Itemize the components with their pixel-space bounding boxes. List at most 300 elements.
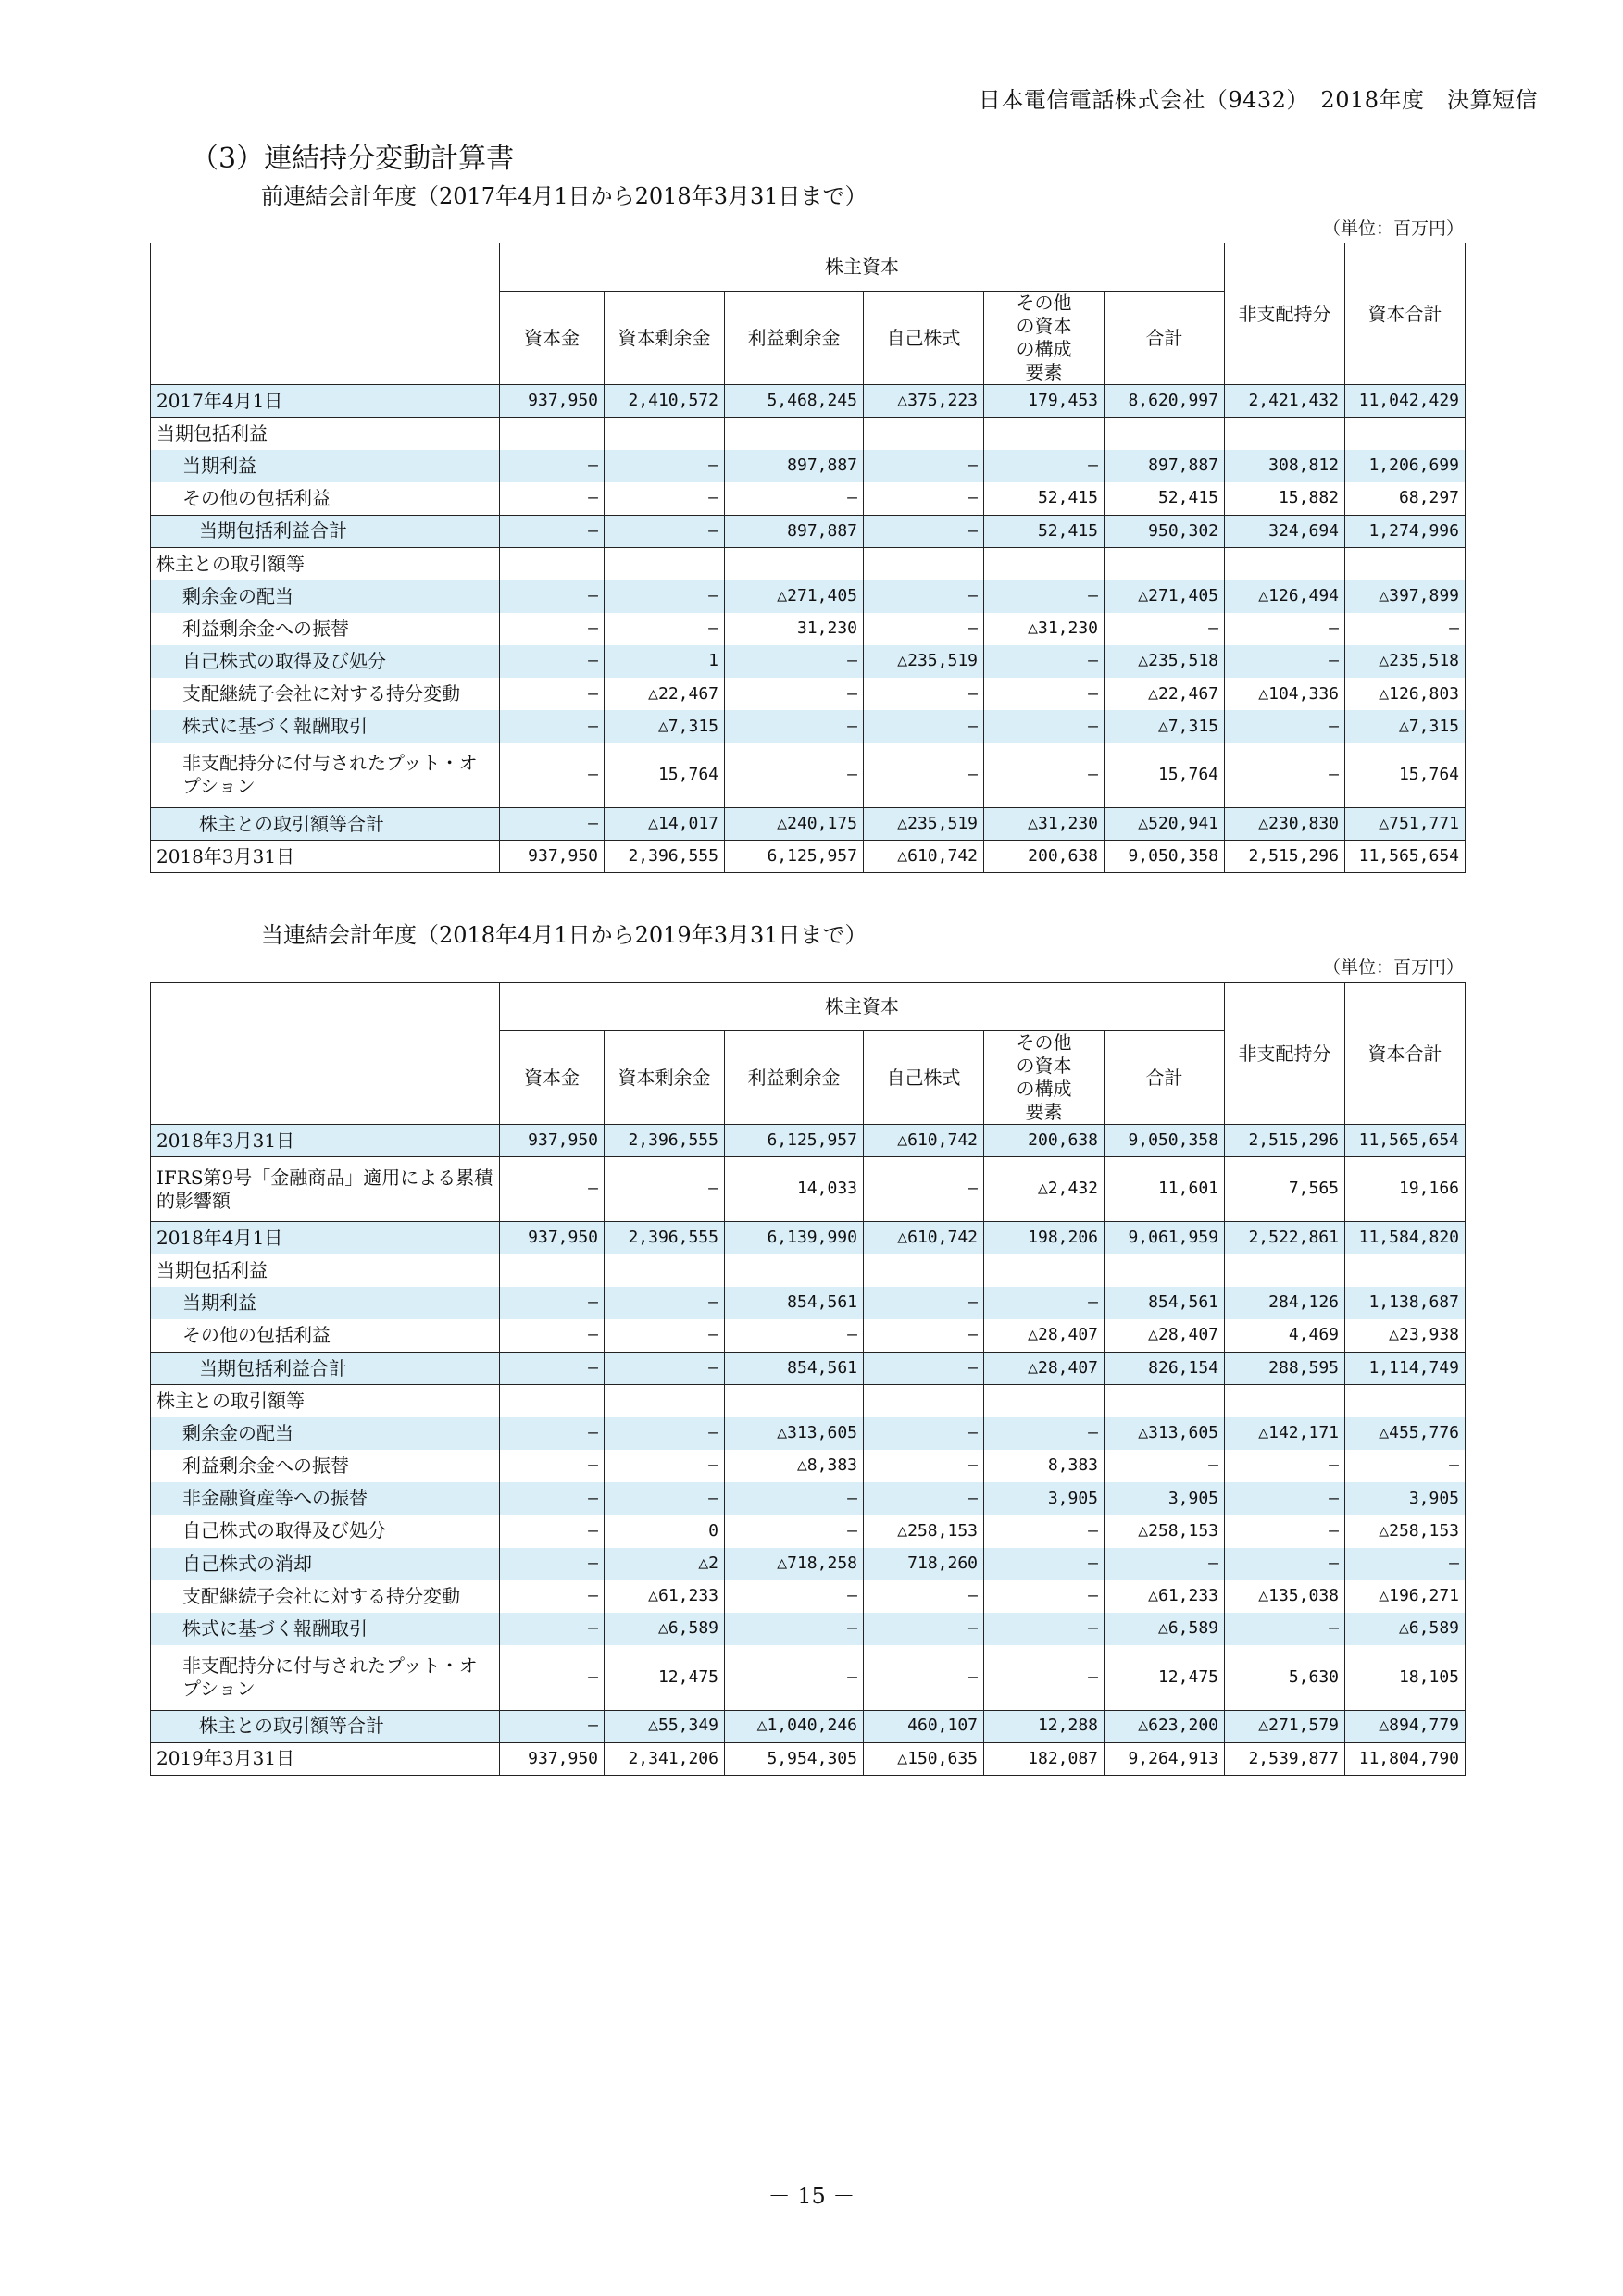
cell-nci: 288,595 [1225,1352,1345,1384]
period-title-prior-year: 前連結会計年度（2017年4月1日から2018年3月31日まで） [261,183,868,209]
cell-other-components: △28,407 [984,1352,1105,1384]
cell-other-components: — [984,678,1105,710]
table-row [151,1287,1466,1319]
cell-capital: 937,950 [500,1742,605,1775]
cell-subtotal: 950,302 [1105,515,1225,547]
row-label: 支配継続子会社に対する持分変動 [151,678,500,710]
cell-total-equity: 15,764 [1345,743,1466,808]
row-label: 2017年4月1日 [151,385,500,418]
cell-other-components: — [984,450,1105,482]
cell-other-components: △31,230 [984,613,1105,645]
header-capital: 資本金 [500,1031,605,1125]
row-label: 株式に基づく報酬取引 [151,1613,500,1645]
cell-total-equity: △6,589 [1345,1613,1466,1645]
cell-capital-surplus: △2 [605,1548,725,1580]
cell-treasury-stock: — [864,1450,984,1482]
cell-subtotal: 12,475 [1105,1645,1225,1710]
cell-total-equity: 68,297 [1345,482,1466,515]
cell-capital: — [500,1580,605,1613]
section-title: （3）連結持分変動計算書 [191,143,515,175]
cell-other-components: — [984,1645,1105,1710]
table-row [151,1319,1466,1352]
cell-total-equity: △23,938 [1345,1319,1466,1352]
header-shareholders-equity: 株主資本 [500,243,1225,292]
row-label: IFRS第9号「金融商品」適用による累積的影響額 [151,1157,500,1222]
cell-capital-surplus: △61,233 [605,1580,725,1613]
cell-subtotal: 9,264,913 [1105,1742,1225,1775]
cell-capital-surplus: △22,467 [605,678,725,710]
header-treasury-stock: 自己株式 [864,292,984,385]
cell-nci: 284,126 [1225,1287,1345,1319]
cell-treasury-stock: — [864,743,984,808]
table-row [151,1482,1466,1515]
cell-retained-earnings: 14,033 [725,1157,864,1222]
header-total-equity: 資本合計 [1345,983,1466,1125]
cell-nci: — [1225,710,1345,742]
row-label: 剰余金の配当 [151,580,500,613]
cell-nci [1225,418,1345,450]
cell-total-equity: 11,565,654 [1345,841,1466,873]
cell-capital-surplus: — [605,1157,725,1222]
cell-capital: — [500,645,605,678]
cell-retained-earnings: 854,561 [725,1287,864,1319]
cell-retained-earnings: — [725,1482,864,1515]
cell-capital: — [500,1482,605,1515]
cell-subtotal: 3,905 [1105,1482,1225,1515]
cell-other-components: 182,087 [984,1742,1105,1775]
cell-other-components: 52,415 [984,515,1105,547]
cell-total-equity: △7,315 [1345,710,1466,742]
cell-treasury-stock: — [864,1645,984,1710]
cell-subtotal: 52,415 [1105,482,1225,515]
cell-nci [1225,1385,1345,1417]
cell-treasury-stock: △258,153 [864,1515,984,1547]
cell-total-equity: △126,803 [1345,678,1466,710]
cell-total-equity: — [1345,613,1466,645]
cell-capital: 937,950 [500,1125,605,1157]
cell-retained-earnings: △1,040,246 [725,1710,864,1742]
cell-subtotal [1105,1254,1225,1287]
table-row [151,1710,1466,1742]
cell-retained-earnings: — [725,1515,864,1547]
row-label: 当期利益 [151,450,500,482]
row-label: 株主との取引額等 [151,1385,500,1417]
table-row [151,418,1466,450]
cell-subtotal: 9,050,358 [1105,1125,1225,1157]
cell-capital-surplus [605,418,725,450]
cell-retained-earnings: 6,139,990 [725,1222,864,1254]
cell-retained-earnings: △8,383 [725,1450,864,1482]
cell-other-components [984,1254,1105,1287]
header-total-equity: 資本合計 [1345,243,1466,385]
cell-retained-earnings: — [725,645,864,678]
cell-retained-earnings: 31,230 [725,613,864,645]
cell-treasury-stock: 460,107 [864,1710,984,1742]
cell-treasury-stock: — [864,450,984,482]
row-label: 支配継続子会社に対する持分変動 [151,1580,500,1613]
cell-total-equity: △751,771 [1345,808,1466,841]
row-label: 株主との取引額等合計 [151,1710,500,1742]
cell-subtotal: △258,153 [1105,1515,1225,1547]
cell-capital: — [500,450,605,482]
cell-nci: △135,038 [1225,1580,1345,1613]
header-capital-surplus: 資本剰余金 [605,1031,725,1125]
cell-retained-earnings: △718,258 [725,1548,864,1580]
row-label: 2018年3月31日 [151,841,500,873]
cell-treasury-stock: — [864,710,984,742]
table-row [151,1645,1466,1710]
cell-retained-earnings: 897,887 [725,515,864,547]
cell-retained-earnings: — [725,1319,864,1352]
cell-total-equity: △235,518 [1345,645,1466,678]
cell-subtotal: △7,315 [1105,710,1225,742]
cell-other-components: — [984,1287,1105,1319]
cell-total-equity: 1,114,749 [1345,1352,1466,1384]
cell-other-components: 198,206 [984,1222,1105,1254]
cell-nci: — [1225,1482,1345,1515]
header-blank [151,983,500,1125]
equity-statement-table-prior-year [150,243,1466,873]
table-row [151,1157,1466,1222]
header-subtotal: 合計 [1105,292,1225,385]
cell-other-components: 12,288 [984,1710,1105,1742]
cell-capital: — [500,1157,605,1222]
header-nci: 非支配持分 [1225,243,1345,385]
table-row [151,1450,1466,1482]
cell-other-components: 52,415 [984,482,1105,515]
cell-subtotal: △61,233 [1105,1580,1225,1613]
table-row [151,645,1466,678]
table-row [151,678,1466,710]
row-label: 株主との取引額等 [151,547,500,580]
cell-capital: — [500,482,605,515]
cell-subtotal [1105,547,1225,580]
cell-capital: — [500,1319,605,1352]
table-row [151,1352,1466,1384]
table-row [151,547,1466,580]
table-row [151,482,1466,515]
cell-treasury-stock: — [864,482,984,515]
cell-capital: — [500,1352,605,1384]
cell-nci: 4,469 [1225,1319,1345,1352]
cell-total-equity: 1,206,699 [1345,450,1466,482]
cell-capital: — [500,1287,605,1319]
cell-subtotal: △623,200 [1105,1710,1225,1742]
cell-subtotal: △6,589 [1105,1613,1225,1645]
cell-subtotal: 9,050,358 [1105,841,1225,873]
table-row [151,613,1466,645]
cell-subtotal: 8,620,997 [1105,385,1225,418]
cell-treasury-stock: — [864,1417,984,1450]
cell-subtotal: △22,467 [1105,678,1225,710]
header-treasury-stock: 自己株式 [864,1031,984,1125]
table-row [151,1613,1466,1645]
cell-subtotal: △520,941 [1105,808,1225,841]
table-row [151,1125,1466,1157]
cell-capital-surplus: — [605,1287,725,1319]
header-other-components: その他の資本の構成要素 [984,1031,1105,1125]
cell-nci: — [1225,743,1345,808]
cell-treasury-stock: 718,260 [864,1548,984,1580]
table-row [151,1222,1466,1254]
cell-retained-earnings [725,1254,864,1287]
header-retained-earnings: 利益剰余金 [725,1031,864,1125]
cell-capital: — [500,1450,605,1482]
cell-total-equity: △894,779 [1345,1710,1466,1742]
cell-total-equity: 19,166 [1345,1157,1466,1222]
cell-retained-earnings: △313,605 [725,1417,864,1450]
cell-treasury-stock: — [864,1613,984,1645]
cell-capital: — [500,1515,605,1547]
cell-capital-surplus: 15,764 [605,743,725,808]
equity-statement-table-current-year [150,982,1466,1776]
cell-retained-earnings: — [725,678,864,710]
cell-other-components: — [984,580,1105,613]
cell-treasury-stock: — [864,1352,984,1384]
cell-nci: 2,522,861 [1225,1222,1345,1254]
cell-other-components: 200,638 [984,841,1105,873]
cell-nci: 2,539,877 [1225,1742,1345,1775]
cell-treasury-stock: △235,519 [864,808,984,841]
cell-treasury-stock: — [864,613,984,645]
cell-nci: — [1225,1548,1345,1580]
cell-subtotal: △28,407 [1105,1319,1225,1352]
period-title-current-year: 当連結会計年度（2018年4月1日から2019年3月31日まで） [261,922,868,948]
cell-other-components: 8,383 [984,1450,1105,1482]
cell-total-equity: — [1345,1548,1466,1580]
cell-capital: — [500,1710,605,1742]
cell-capital: — [500,1613,605,1645]
cell-capital: — [500,1417,605,1450]
cell-capital-surplus: — [605,1450,725,1482]
cell-subtotal: 11,601 [1105,1157,1225,1222]
row-label: 自己株式の取得及び処分 [151,1515,500,1547]
cell-capital: — [500,515,605,547]
cell-retained-earnings: 854,561 [725,1352,864,1384]
cell-nci: 7,565 [1225,1157,1345,1222]
header-retained-earnings: 利益剰余金 [725,292,864,385]
cell-treasury-stock: — [864,515,984,547]
unit-label-current-year: （単位：百万円） [1322,957,1464,978]
cell-total-equity [1345,547,1466,580]
cell-capital-surplus: 2,396,555 [605,841,725,873]
cell-retained-earnings: △271,405 [725,580,864,613]
row-label: 自己株式の消却 [151,1548,500,1580]
cell-capital-surplus: — [605,1319,725,1352]
cell-nci: △142,171 [1225,1417,1345,1450]
row-label: 非支配持分に付与されたプット・オプション [151,1645,500,1710]
cell-nci: 2,421,432 [1225,385,1345,418]
header-capital: 資本金 [500,292,605,385]
table-row [151,450,1466,482]
cell-other-components: △2,432 [984,1157,1105,1222]
cell-total-equity: △455,776 [1345,1417,1466,1450]
cell-capital-surplus: △6,589 [605,1613,725,1645]
cell-other-components: — [984,645,1105,678]
cell-total-equity: 11,042,429 [1345,385,1466,418]
cell-subtotal [1105,1385,1225,1417]
cell-total-equity: 11,565,654 [1345,1125,1466,1157]
cell-subtotal: — [1105,1548,1225,1580]
cell-treasury-stock [864,418,984,450]
cell-capital-surplus: 2,396,555 [605,1125,725,1157]
row-label: 株式に基づく報酬取引 [151,710,500,742]
cell-nci: △230,830 [1225,808,1345,841]
cell-total-equity: △196,271 [1345,1580,1466,1613]
cell-other-components: — [984,1548,1105,1580]
cell-retained-earnings: — [725,710,864,742]
cell-capital: — [500,1645,605,1710]
cell-total-equity: 11,584,820 [1345,1222,1466,1254]
cell-capital-surplus: — [605,482,725,515]
cell-total-equity: △258,153 [1345,1515,1466,1547]
table-row [151,1548,1466,1580]
cell-total-equity: — [1345,1450,1466,1482]
cell-retained-earnings [725,418,864,450]
unit-label-prior-year: （単位：百万円） [1322,218,1464,239]
cell-retained-earnings: 6,125,957 [725,1125,864,1157]
cell-capital: — [500,808,605,841]
cell-capital-surplus: 12,475 [605,1645,725,1710]
table-header [151,983,1466,1125]
cell-capital-surplus: — [605,1482,725,1515]
row-label: 非支配持分に付与されたプット・オプション [151,743,500,808]
cell-capital: 937,950 [500,1222,605,1254]
cell-capital-surplus [605,1254,725,1287]
cell-other-components: — [984,1515,1105,1547]
cell-total-equity [1345,418,1466,450]
cell-capital: — [500,613,605,645]
cell-nci: — [1225,1450,1345,1482]
cell-subtotal: 826,154 [1105,1352,1225,1384]
cell-capital-surplus: — [605,1352,725,1384]
cell-capital: 937,950 [500,841,605,873]
table-body [151,1125,1466,1776]
cell-capital-surplus: △14,017 [605,808,725,841]
table-row [151,710,1466,742]
cell-other-components: — [984,1580,1105,1613]
document-header: 日本電信電話株式会社（9432） 2018年度 決算短信 [978,87,1538,113]
cell-capital: — [500,580,605,613]
row-label: その他の包括利益 [151,482,500,515]
table-header [151,243,1466,385]
cell-subtotal: — [1105,1450,1225,1482]
cell-retained-earnings: 897,887 [725,450,864,482]
cell-retained-earnings: 5,954,305 [725,1742,864,1775]
cell-total-equity: 1,274,996 [1345,515,1466,547]
row-label: 非金融資産等への振替 [151,1482,500,1515]
cell-treasury-stock: △150,635 [864,1742,984,1775]
table-row [151,841,1466,873]
table-row [151,1580,1466,1613]
cell-nci [1225,547,1345,580]
cell-subtotal: 854,561 [1105,1287,1225,1319]
row-label: 2018年3月31日 [151,1125,500,1157]
cell-retained-earnings: — [725,1580,864,1613]
cell-retained-earnings [725,547,864,580]
header-other-components: その他の資本の構成要素 [984,292,1105,385]
cell-treasury-stock [864,1254,984,1287]
table-row [151,1254,1466,1287]
cell-nci: △271,579 [1225,1710,1345,1742]
cell-treasury-stock: — [864,1482,984,1515]
cell-treasury-stock: △610,742 [864,1222,984,1254]
cell-capital-surplus: — [605,450,725,482]
cell-nci: — [1225,1515,1345,1547]
row-label: 当期包括利益 [151,418,500,450]
row-label: 当期包括利益 [151,1254,500,1287]
cell-treasury-stock: △375,223 [864,385,984,418]
cell-nci: 2,515,296 [1225,1125,1345,1157]
cell-retained-earnings: — [725,743,864,808]
cell-treasury-stock: — [864,678,984,710]
cell-other-components: — [984,1417,1105,1450]
cell-nci: 2,515,296 [1225,841,1345,873]
cell-nci [1225,1254,1345,1287]
row-label: 2018年4月1日 [151,1222,500,1254]
cell-capital-surplus: — [605,1417,725,1450]
cell-nci: — [1225,1613,1345,1645]
cell-capital-surplus [605,547,725,580]
cell-other-components: △28,407 [984,1319,1105,1352]
row-label: 当期利益 [151,1287,500,1319]
page-number: － 15 － [768,2183,855,2209]
cell-treasury-stock: — [864,1287,984,1319]
cell-nci: 308,812 [1225,450,1345,482]
cell-subtotal: △271,405 [1105,580,1225,613]
cell-total-equity: 18,105 [1345,1645,1466,1710]
cell-nci: — [1225,645,1345,678]
cell-other-components: 3,905 [984,1482,1105,1515]
cell-other-components: — [984,1613,1105,1645]
cell-total-equity: 11,804,790 [1345,1742,1466,1775]
cell-capital-surplus [605,1385,725,1417]
cell-capital-surplus: — [605,613,725,645]
header-subtotal: 合計 [1105,1031,1225,1125]
cell-capital-surplus: △55,349 [605,1710,725,1742]
row-label: 当期包括利益合計 [151,1352,500,1384]
cell-nci: △104,336 [1225,678,1345,710]
cell-total-equity [1345,1385,1466,1417]
cell-subtotal: 897,887 [1105,450,1225,482]
cell-nci: △126,494 [1225,580,1345,613]
cell-treasury-stock: △235,519 [864,645,984,678]
cell-other-components: — [984,710,1105,742]
cell-capital [500,1385,605,1417]
cell-retained-earnings [725,1385,864,1417]
row-label: 利益剰余金への振替 [151,1450,500,1482]
table-row [151,808,1466,841]
cell-capital-surplus: 2,341,206 [605,1742,725,1775]
cell-other-components: 200,638 [984,1125,1105,1157]
table-row [151,743,1466,808]
cell-capital: — [500,1548,605,1580]
cell-nci: 5,630 [1225,1645,1345,1710]
cell-nci: — [1225,613,1345,645]
cell-capital-surplus: 2,396,555 [605,1222,725,1254]
cell-capital-surplus: △7,315 [605,710,725,742]
cell-treasury-stock [864,1385,984,1417]
row-label: 株主との取引額等合計 [151,808,500,841]
cell-other-components: — [984,743,1105,808]
cell-treasury-stock: △610,742 [864,841,984,873]
cell-subtotal: 15,764 [1105,743,1225,808]
table-row [151,1417,1466,1450]
cell-capital-surplus: — [605,515,725,547]
cell-total-equity: 3,905 [1345,1482,1466,1515]
row-label: 当期包括利益合計 [151,515,500,547]
header-nci: 非支配持分 [1225,983,1345,1125]
